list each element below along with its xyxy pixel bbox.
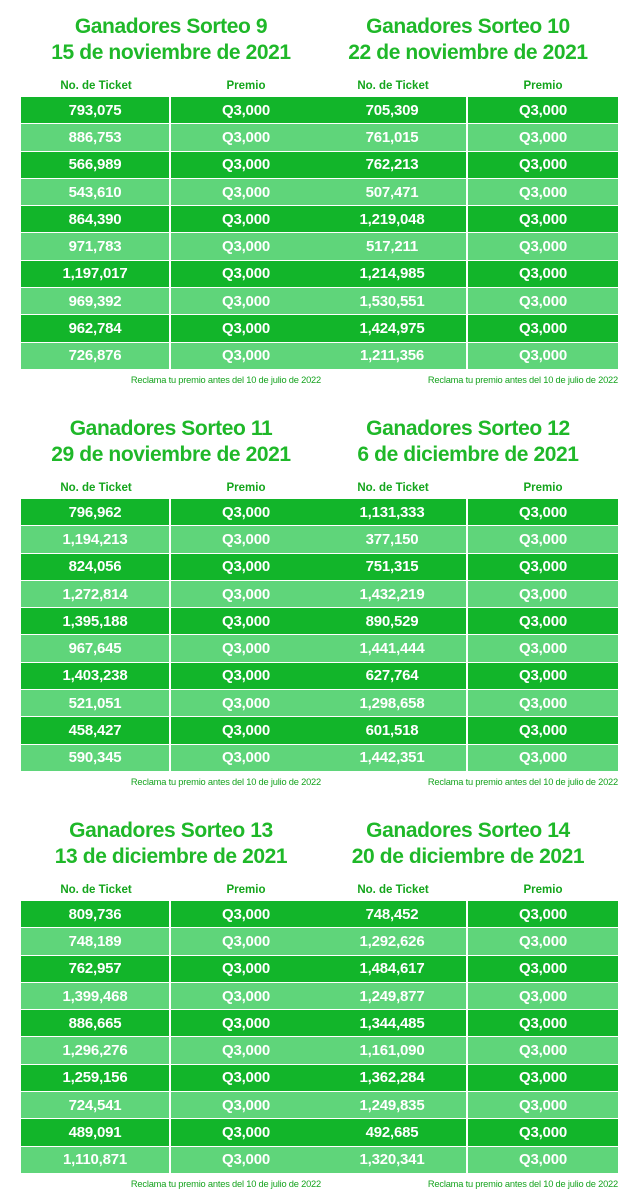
table-row: [21, 97, 321, 124]
draw-title: Ganadores Sorteo 10: [366, 15, 570, 38]
prize-amount: Q3,000: [518, 238, 567, 256]
table-row: [21, 233, 321, 260]
table-row: [21, 179, 321, 206]
prize-amount: Q3,000: [221, 156, 270, 174]
prize-amount: Q3,000: [221, 292, 270, 310]
ticket-number: 886,753: [21, 124, 171, 150]
ticket-number: 971,783: [21, 233, 171, 259]
ticket-number: 1,110,871: [21, 1147, 171, 1173]
prize-amount: Q3,000: [221, 1151, 270, 1169]
prize-amount: Q3,000: [221, 530, 270, 548]
ticket-number: 566,989: [21, 152, 171, 178]
claim-deadline-note: Reclama tu premio antes del 10 de julio de 2022: [427, 374, 618, 385]
ticket-number: 969,392: [21, 288, 171, 314]
ticket-number: 809,736: [21, 901, 171, 927]
ticket-number: 1,424,975: [318, 315, 468, 341]
draw-date: 22 de noviembre de 2021: [348, 41, 588, 64]
winners-table: [21, 499, 321, 772]
table-row: [318, 901, 618, 928]
ticket-number: 492,685: [318, 1119, 468, 1145]
prize-amount: Q3,000: [221, 987, 270, 1005]
winners-table: [318, 97, 618, 370]
draw-date: 29 de noviembre de 2021: [51, 443, 291, 466]
table-row: [318, 97, 618, 124]
ticket-number: 705,309: [318, 97, 468, 123]
table-row: [21, 261, 321, 288]
prize-column-header: Premio: [523, 80, 563, 92]
claim-deadline-note: Reclama tu premio antes del 10 de julio de 2022: [130, 776, 321, 787]
ticket-number: 1,403,238: [21, 663, 171, 689]
prize-amount: Q3,000: [221, 667, 270, 685]
table-row: [318, 956, 618, 983]
table-row: [21, 717, 321, 744]
table-row: [318, 1092, 618, 1119]
table-row: [21, 581, 321, 608]
table-row: [318, 663, 618, 690]
table-row: [318, 206, 618, 233]
table-row: [21, 635, 321, 662]
ticket-number: 751,315: [318, 554, 468, 580]
ticket-number: 1,484,617: [318, 956, 468, 982]
table-row: [21, 124, 321, 151]
table-row: [21, 1147, 321, 1174]
table-row: [318, 1037, 618, 1064]
ticket-number: 507,471: [318, 179, 468, 205]
ticket-number: 761,015: [318, 124, 468, 150]
table-row: [318, 745, 618, 772]
draw-title: Ganadores Sorteo 12: [366, 417, 570, 440]
prize-amount: Q3,000: [221, 183, 270, 201]
prize-column-header: Premio: [226, 884, 266, 896]
draw-block: [318, 818, 618, 1190]
ticket-number: 1,259,156: [21, 1065, 171, 1091]
prize-amount: Q3,000: [221, 558, 270, 576]
ticket-number: 1,292,626: [318, 928, 468, 954]
ticket-number: 489,091: [21, 1119, 171, 1145]
ticket-number: 886,665: [21, 1010, 171, 1036]
ticket-number: 1,344,485: [318, 1010, 468, 1036]
prize-amount: Q3,000: [518, 749, 567, 767]
table-row: [318, 1065, 618, 1092]
ticket-number: 1,362,284: [318, 1065, 468, 1091]
table-row: [318, 179, 618, 206]
prize-amount: Q3,000: [221, 749, 270, 767]
table-header: [318, 480, 618, 496]
winners-table: [318, 901, 618, 1174]
ticket-number: 1,395,188: [21, 608, 171, 634]
ticket-column-header: No. de Ticket: [357, 884, 429, 896]
draw-date: 15 de noviembre de 2021: [51, 41, 291, 64]
table-row: [21, 343, 321, 370]
ticket-column-header: No. de Ticket: [357, 80, 429, 92]
table-row: [318, 152, 618, 179]
prize-amount: Q3,000: [221, 1069, 270, 1087]
claim-deadline-note: Reclama tu premio antes del 10 de julio de 2022: [130, 374, 321, 385]
prize-amount: Q3,000: [518, 640, 567, 658]
draw-block: [21, 14, 321, 386]
prize-amount: Q3,000: [221, 905, 270, 923]
ticket-number: 1,194,213: [21, 526, 171, 552]
ticket-number: 1,249,835: [318, 1092, 468, 1118]
prize-amount: Q3,000: [518, 101, 567, 119]
prize-amount: Q3,000: [221, 722, 270, 740]
table-row: [21, 1065, 321, 1092]
table-header: [318, 882, 618, 898]
prize-amount: Q3,000: [518, 932, 567, 950]
winners-table: [21, 97, 321, 370]
table-row: [318, 928, 618, 955]
winners-table: [318, 499, 618, 772]
table-row: [21, 1119, 321, 1146]
ticket-number: 521,051: [21, 690, 171, 716]
ticket-column-header: No. de Ticket: [60, 884, 132, 896]
prize-amount: Q3,000: [518, 987, 567, 1005]
prize-amount: Q3,000: [221, 960, 270, 978]
prize-amount: Q3,000: [221, 1096, 270, 1114]
prize-amount: Q3,000: [221, 101, 270, 119]
prize-column-header: Premio: [226, 80, 266, 92]
ticket-number: 762,957: [21, 956, 171, 982]
prize-amount: Q3,000: [221, 1042, 270, 1060]
prize-amount: Q3,000: [518, 694, 567, 712]
ticket-column-header: No. de Ticket: [60, 482, 132, 494]
draw-date: 13 de diciembre de 2021: [54, 845, 288, 868]
ticket-number: 824,056: [21, 554, 171, 580]
prize-amount: Q3,000: [221, 694, 270, 712]
ticket-number: 1,298,658: [318, 690, 468, 716]
ticket-number: 890,529: [318, 608, 468, 634]
prize-amount: Q3,000: [518, 905, 567, 923]
ticket-number: 1,131,333: [318, 499, 468, 525]
claim-deadline-note: Reclama tu premio antes del 10 de julio de 2022: [427, 776, 618, 787]
table-row: [21, 1092, 321, 1119]
table-row: [21, 745, 321, 772]
table-header: [21, 882, 321, 898]
prize-amount: Q3,000: [221, 128, 270, 146]
prize-amount: Q3,000: [518, 503, 567, 521]
prize-amount: Q3,000: [518, 558, 567, 576]
table-row: [21, 983, 321, 1010]
prize-column-header: Premio: [226, 482, 266, 494]
ticket-column-header: No. de Ticket: [60, 80, 132, 92]
prize-column-header: Premio: [523, 884, 563, 896]
table-row: [318, 315, 618, 342]
table-row: [21, 901, 321, 928]
prize-amount: Q3,000: [518, 1069, 567, 1087]
ticket-number: 796,962: [21, 499, 171, 525]
draw-block: [21, 818, 321, 1190]
prize-amount: Q3,000: [221, 612, 270, 630]
prize-amount: Q3,000: [518, 183, 567, 201]
ticket-number: 726,876: [21, 343, 171, 369]
prize-amount: Q3,000: [518, 1151, 567, 1169]
table-row: [21, 1037, 321, 1064]
prize-amount: Q3,000: [518, 1042, 567, 1060]
prize-amount: Q3,000: [221, 210, 270, 228]
prize-amount: Q3,000: [518, 156, 567, 174]
ticket-number: 1,214,985: [318, 261, 468, 287]
draw-title: Ganadores Sorteo 11: [69, 417, 273, 440]
table-row: [21, 1010, 321, 1037]
ticket-number: 1,249,877: [318, 983, 468, 1009]
ticket-number: 962,784: [21, 315, 171, 341]
ticket-number: 1,320,341: [318, 1147, 468, 1173]
prize-amount: Q3,000: [221, 265, 270, 283]
ticket-number: 762,213: [318, 152, 468, 178]
table-row: [21, 499, 321, 526]
winners-table: [21, 901, 321, 1174]
prize-amount: Q3,000: [221, 503, 270, 521]
table-row: [21, 928, 321, 955]
draw-block: [21, 416, 321, 788]
prize-amount: Q3,000: [221, 932, 270, 950]
table-row: [21, 206, 321, 233]
draw-block: [318, 416, 618, 788]
draw-title: Ganadores Sorteo 14: [366, 819, 570, 842]
table-row: [318, 1119, 618, 1146]
prize-amount: Q3,000: [221, 347, 270, 365]
prize-amount: Q3,000: [518, 722, 567, 740]
ticket-number: 1,442,351: [318, 745, 468, 771]
prize-amount: Q3,000: [518, 530, 567, 548]
prize-amount: Q3,000: [518, 585, 567, 603]
ticket-number: 724,541: [21, 1092, 171, 1118]
table-row: [318, 635, 618, 662]
table-row: [21, 690, 321, 717]
table-row: [318, 983, 618, 1010]
table-row: [318, 717, 618, 744]
prize-amount: Q3,000: [518, 210, 567, 228]
draw-block: [318, 14, 618, 386]
table-row: [318, 288, 618, 315]
prize-amount: Q3,000: [221, 585, 270, 603]
prize-amount: Q3,000: [518, 1124, 567, 1142]
ticket-number: 748,452: [318, 901, 468, 927]
ticket-number: 1,432,219: [318, 581, 468, 607]
draw-title: Ganadores Sorteo 9: [74, 15, 268, 38]
draw-date: 6 de diciembre de 2021: [357, 443, 579, 466]
ticket-number: 864,390: [21, 206, 171, 232]
table-row: [21, 663, 321, 690]
table-header: [21, 78, 321, 94]
table-row: [318, 581, 618, 608]
table-row: [318, 261, 618, 288]
prize-amount: Q3,000: [221, 238, 270, 256]
prize-amount: Q3,000: [518, 292, 567, 310]
table-row: [318, 690, 618, 717]
ticket-number: 517,211: [318, 233, 468, 259]
prize-amount: Q3,000: [518, 320, 567, 338]
ticket-number: 1,530,551: [318, 288, 468, 314]
prize-column-header: Premio: [523, 482, 563, 494]
prize-amount: Q3,000: [518, 1096, 567, 1114]
claim-deadline-note: Reclama tu premio antes del 10 de julio de 2022: [427, 1178, 618, 1189]
table-row: [21, 152, 321, 179]
ticket-number: 793,075: [21, 97, 171, 123]
table-row: [318, 1010, 618, 1037]
draw-title: Ganadores Sorteo 13: [69, 819, 273, 842]
claim-deadline-note: Reclama tu premio antes del 10 de julio de 2022: [130, 1178, 321, 1189]
table-row: [21, 288, 321, 315]
ticket-number: 601,518: [318, 717, 468, 743]
prize-amount: Q3,000: [221, 1124, 270, 1142]
prize-amount: Q3,000: [518, 265, 567, 283]
prize-amount: Q3,000: [518, 612, 567, 630]
ticket-number: 458,427: [21, 717, 171, 743]
prize-amount: Q3,000: [221, 640, 270, 658]
ticket-number: 967,645: [21, 635, 171, 661]
ticket-number: 1,296,276: [21, 1037, 171, 1063]
ticket-number: 1,161,090: [318, 1037, 468, 1063]
ticket-number: 590,345: [21, 745, 171, 771]
prize-amount: Q3,000: [518, 347, 567, 365]
prize-amount: Q3,000: [518, 960, 567, 978]
ticket-number: 1,211,356: [318, 343, 468, 369]
prize-amount: Q3,000: [518, 667, 567, 685]
prize-amount: Q3,000: [518, 128, 567, 146]
table-header: [21, 480, 321, 496]
ticket-number: 1,197,017: [21, 261, 171, 287]
table-row: [318, 526, 618, 553]
prize-amount: Q3,000: [221, 320, 270, 338]
ticket-number: 377,150: [318, 526, 468, 552]
ticket-number: 543,610: [21, 179, 171, 205]
table-row: [21, 608, 321, 635]
table-header: [318, 78, 618, 94]
table-row: [318, 554, 618, 581]
ticket-number: 1,219,048: [318, 206, 468, 232]
table-row: [318, 499, 618, 526]
table-row: [21, 526, 321, 553]
table-row: [318, 124, 618, 151]
ticket-column-header: No. de Ticket: [357, 482, 429, 494]
draw-date: 20 de diciembre de 2021: [351, 845, 585, 868]
ticket-number: 1,441,444: [318, 635, 468, 661]
ticket-number: 627,764: [318, 663, 468, 689]
ticket-number: 1,272,814: [21, 581, 171, 607]
ticket-number: 748,189: [21, 928, 171, 954]
table-row: [318, 343, 618, 370]
table-row: [21, 956, 321, 983]
table-row: [21, 315, 321, 342]
prize-amount: Q3,000: [518, 1014, 567, 1032]
table-row: [318, 233, 618, 260]
table-row: [21, 554, 321, 581]
ticket-number: 1,399,468: [21, 983, 171, 1009]
table-row: [318, 1147, 618, 1174]
table-row: [318, 608, 618, 635]
prize-amount: Q3,000: [221, 1014, 270, 1032]
